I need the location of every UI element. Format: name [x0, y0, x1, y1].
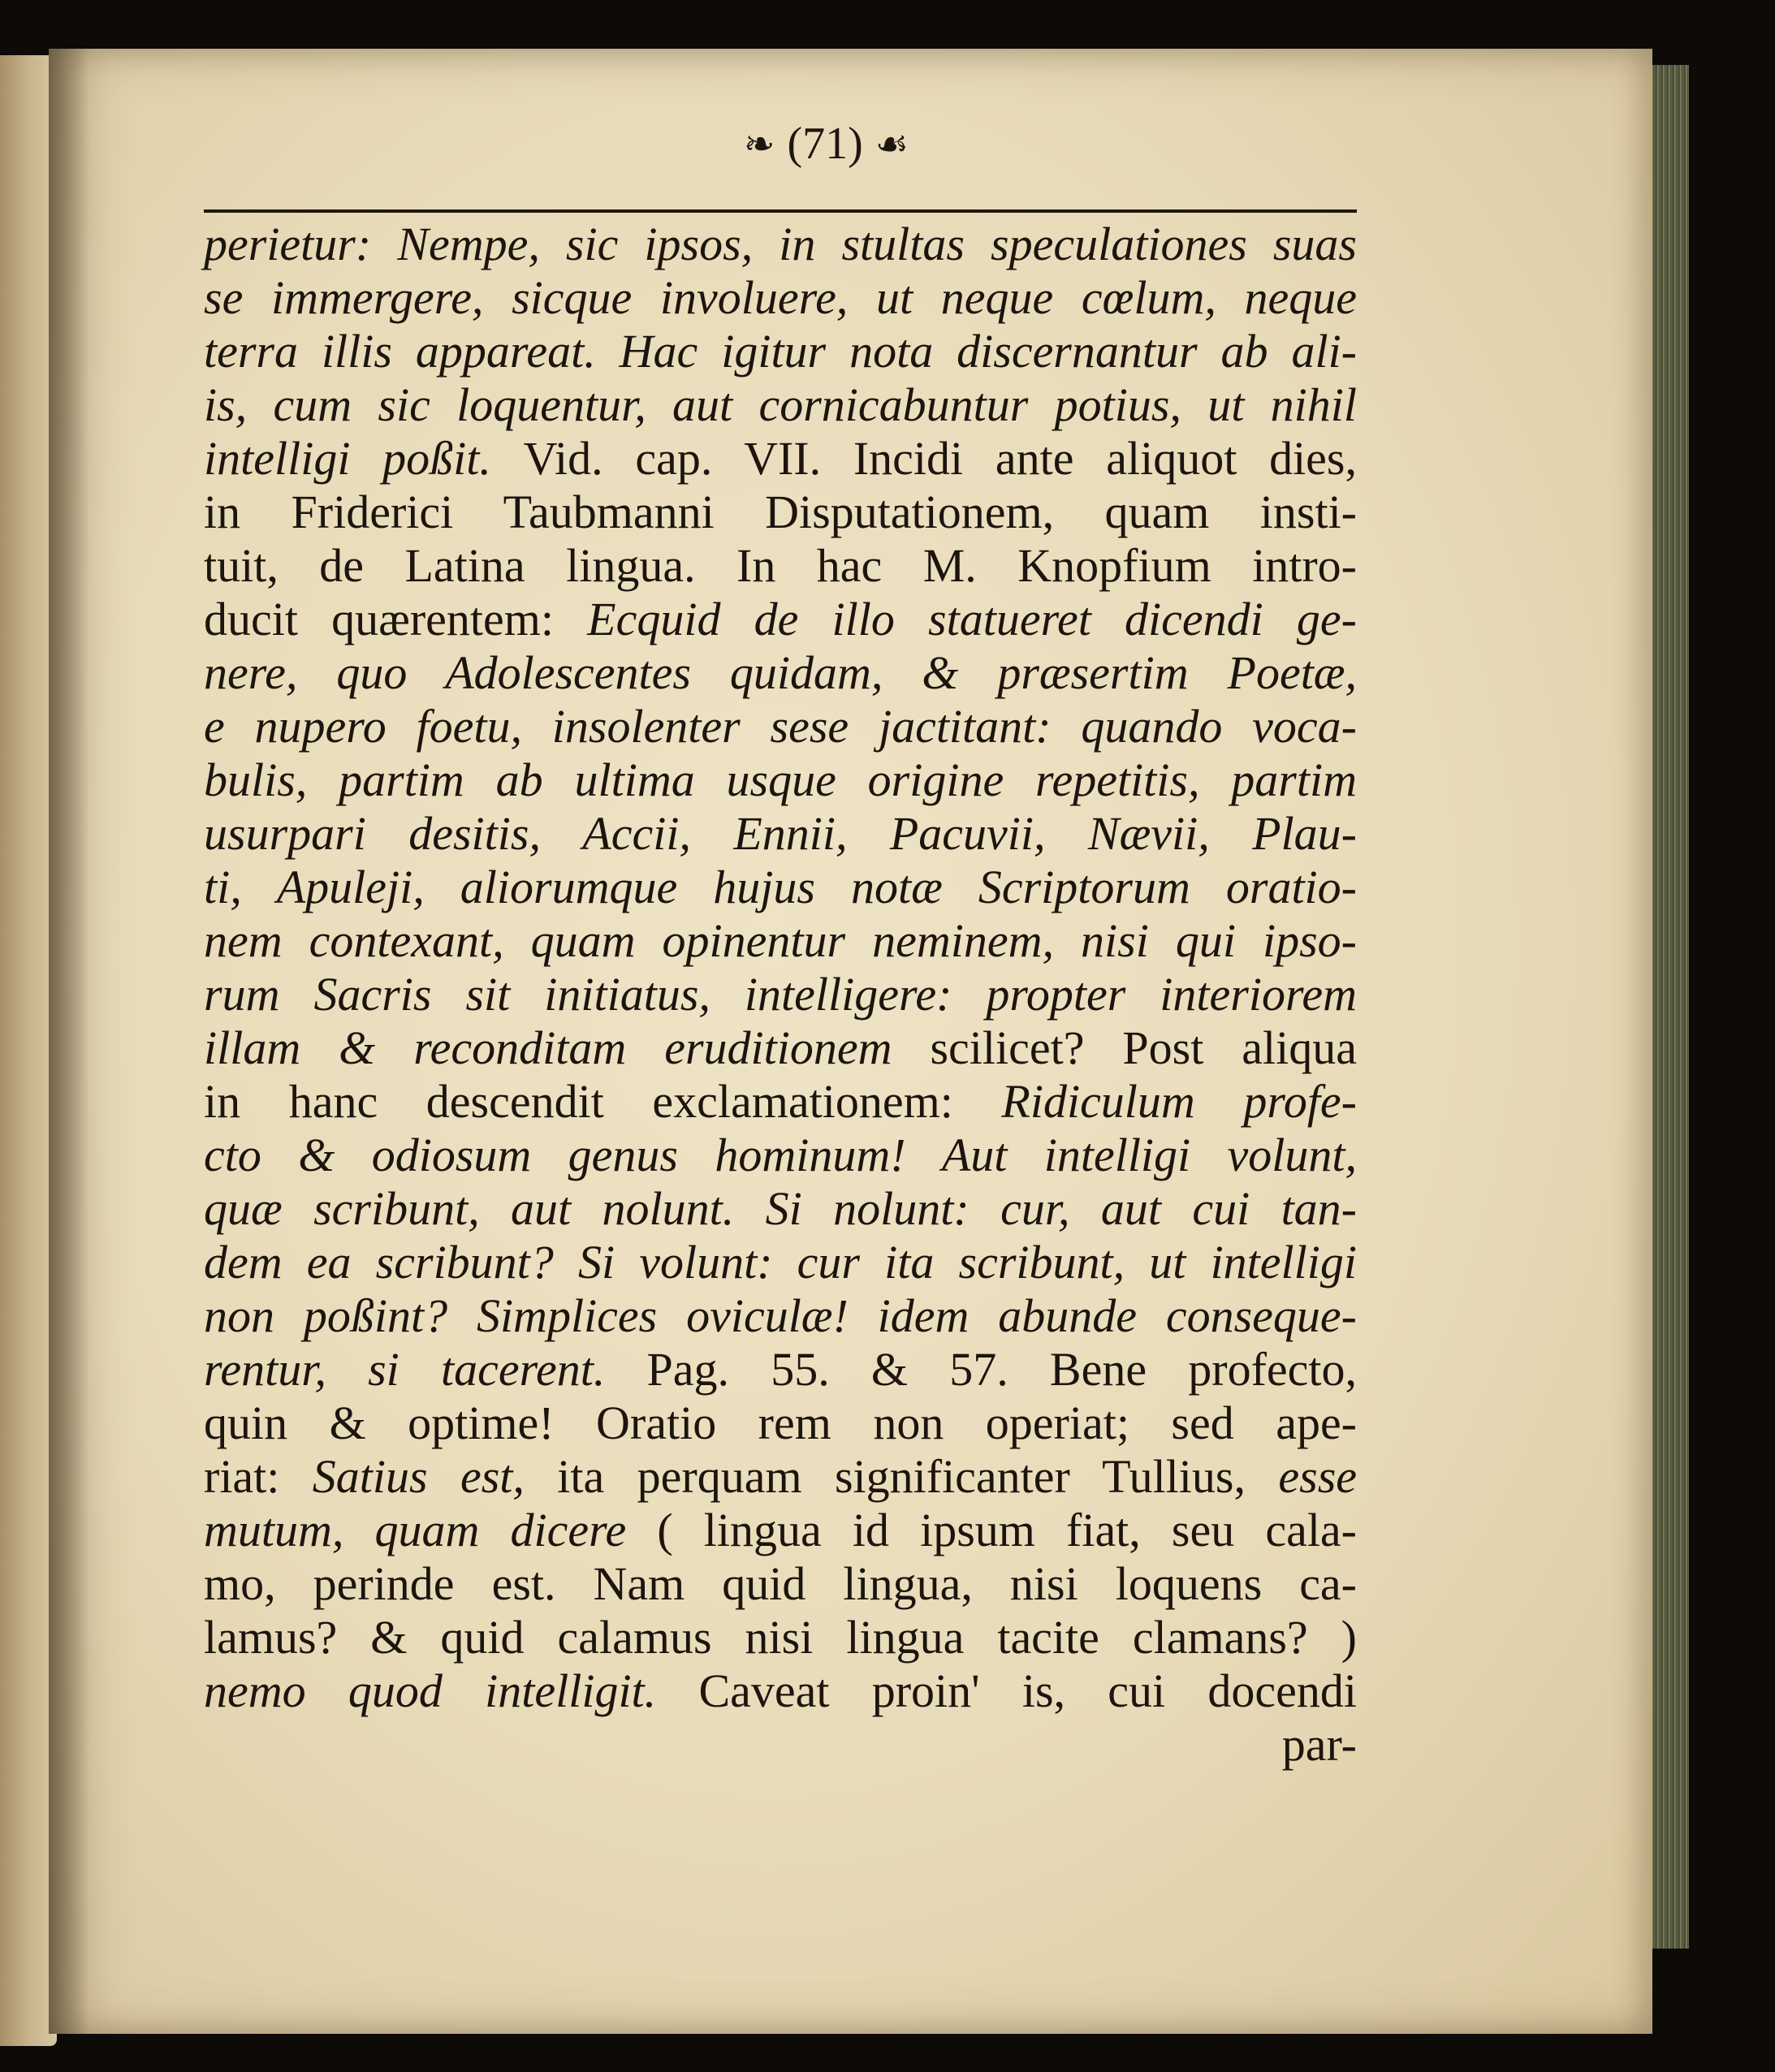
text-line [204, 1664, 1357, 1718]
italic-text-segment: Satius est, [312, 1450, 558, 1503]
text-line [204, 539, 1357, 593]
roman-text-segment: Caveat proin' is, cui docendi [698, 1664, 1357, 1717]
text-line [204, 486, 1357, 539]
italic-text-segment: Ridiculum profe- [1001, 1075, 1357, 1128]
roman-text-segment: lamus? & quid calamus nisi lingua tacite clamans? ) [204, 1611, 1357, 1664]
roman-text-segment: scilicet? Post aliqua [930, 1021, 1357, 1074]
text-line [204, 378, 1357, 432]
text-line [204, 914, 1357, 968]
italic-text-segment: nemo quod intelligit. [204, 1664, 699, 1717]
italic-text-segment: nere, quo Adolescentes quidam, & præsertim Poetæ, [204, 646, 1357, 699]
roman-text-segment: quin & optime! Oratio rem non operiat; sed ape- [204, 1396, 1357, 1449]
italic-text-segment: quæ scribunt, aut nolunt. Si nolunt: cur, aut cui tan- [204, 1182, 1357, 1235]
italic-text-segment: mutum, quam dicere [204, 1504, 658, 1556]
roman-text-segment: Pag. 55. & 57. Bene profecto, [646, 1343, 1357, 1396]
italic-text-segment: rentur, si tacerent. [204, 1343, 647, 1396]
roman-text-segment: tuit, de Latina lingua. In hac M. Knopfium intro- [204, 539, 1357, 592]
roman-text-segment: ita perquam significanter Tullius, [557, 1450, 1279, 1503]
text-line [204, 1504, 1357, 1557]
header-rule [204, 209, 1357, 213]
text-line [204, 1450, 1357, 1504]
text-line [204, 1182, 1357, 1236]
page-number: (71) [787, 119, 863, 169]
text-line [204, 218, 1357, 271]
italic-text-segment: is, cum sic loquentur, aut cornicabuntur potius, ut nihil [204, 378, 1357, 431]
italic-text-segment: non poßint? Simplices oviculæ! idem abunde conseque- [204, 1289, 1357, 1342]
roman-text-segment: in hanc descendit exclamationem: [204, 1075, 1002, 1128]
italic-text-segment: intelligi poßit. [204, 432, 524, 485]
text-line [204, 1343, 1357, 1396]
roman-text-segment: riat: [204, 1450, 313, 1503]
page-gutter-shadow [49, 49, 89, 2034]
text-line [204, 968, 1357, 1021]
italic-text-segment: illam & reconditam eruditionem [204, 1021, 931, 1074]
text-line [204, 700, 1357, 753]
text-line [204, 861, 1357, 914]
text-line [204, 646, 1357, 700]
text-line [204, 1557, 1357, 1611]
italic-text-segment: se immergere, sicque involuere, ut neque cœlum, neque [204, 271, 1357, 324]
roman-text-segment: ( lingua id ipsum fiat, seu cala- [657, 1504, 1357, 1556]
text-line [204, 325, 1357, 378]
text-line [204, 1396, 1357, 1450]
italic-text-segment: esse [1278, 1450, 1358, 1503]
text-line [204, 432, 1357, 486]
italic-text-segment: ti, Apuleji, aliorumque hujus notæ Scriptorum oratio- [204, 861, 1357, 913]
roman-text-segment: ducit quærentem: [204, 593, 588, 645]
italic-text-segment: rum Sacris sit initiatus, intelligere: propter interiorem [204, 968, 1357, 1021]
italic-text-segment: usurpari desitis, Accii, Ennii, Pacuvii, Nævii, Plau- [204, 807, 1357, 860]
italic-text-segment: e nupero foetu, insolenter sese jactitant: quando voca- [204, 700, 1357, 753]
roman-text-segment: Vid. cap. VII. Incidi ante aliquot dies, [523, 432, 1357, 485]
ornament-right-icon: ☙ [875, 122, 909, 166]
catchword: par- [1281, 1718, 1357, 1771]
italic-text-segment: bulis, partim ab ultima usque origine repetitis, partim [204, 753, 1357, 806]
roman-text-segment: in Friderici Taubmanni Disputationem, quam insti- [204, 486, 1357, 538]
page-header [24, 118, 1628, 170]
italic-text-segment: dem ea scribunt? Si volunt: cur ita scribunt, ut intelligi [204, 1236, 1357, 1289]
roman-text-segment: mo, perinde est. Nam quid lingua, nisi loquens ca- [204, 1557, 1357, 1610]
italic-text-segment: perietur: Nempe, sic ipsos, in stultas speculationes suas [204, 218, 1357, 270]
text-line [204, 1075, 1357, 1129]
text-line [204, 593, 1357, 646]
text-line [204, 753, 1357, 807]
italic-text-segment: Ecquid de illo statueret dicendi ge- [587, 593, 1357, 645]
body-text [204, 218, 1357, 1772]
text-line [204, 1021, 1357, 1075]
text-line [204, 1611, 1357, 1664]
book-page-edges [1648, 65, 1689, 1949]
ornament-left-icon: ❧ [743, 122, 775, 166]
italic-text-segment: cto & odiosum genus hominum! Aut intelligi volunt, [204, 1129, 1357, 1181]
text-line [204, 1289, 1357, 1343]
italic-text-segment: terra illis appareat. Hac igitur nota discernantur ab ali- [204, 325, 1357, 378]
italic-text-segment: nem contexant, quam opinentur neminem, nisi qui ipso- [204, 914, 1357, 967]
text-line [204, 1129, 1357, 1182]
text-line [204, 807, 1357, 861]
text-line [204, 271, 1357, 325]
text-line [204, 1236, 1357, 1289]
